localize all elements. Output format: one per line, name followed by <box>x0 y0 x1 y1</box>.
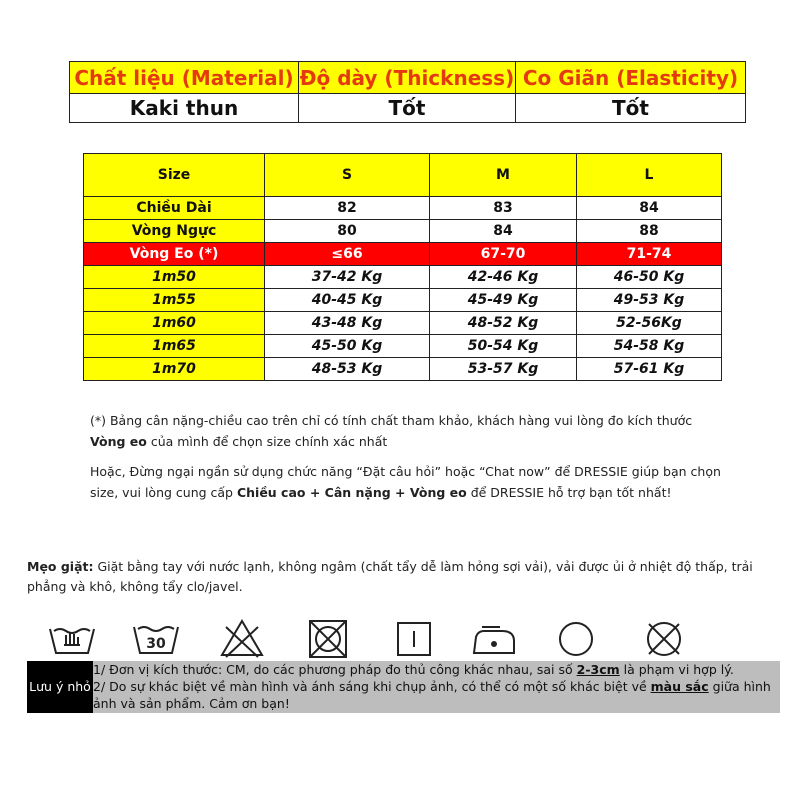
table-cell: 43-48 Kg <box>265 312 430 335</box>
table-cell: 88 <box>577 220 722 243</box>
footer-bold: 2-3cm <box>576 662 620 677</box>
table-row <box>84 358 722 381</box>
dry-clean-icon <box>552 617 600 661</box>
table-cell: 82 <box>265 197 430 220</box>
size-s-header-cell: S <box>265 154 430 197</box>
do-not-dry-clean-icon <box>640 617 688 661</box>
table-cell: 54-58 Kg <box>577 335 722 358</box>
footer-text <box>93 661 780 712</box>
tips-label: Mẹo giặt: <box>27 559 94 574</box>
thickness-value-cell: Tốt <box>299 94 516 123</box>
washing-tips <box>27 557 792 597</box>
table-cell: 67-70 <box>430 243 577 266</box>
row-label: 1m60 <box>84 312 265 335</box>
table-cell: 45-50 Kg <box>265 335 430 358</box>
table-row <box>84 289 722 312</box>
footer-text-part: 2/ Do sự khác biệt về màn hình và ánh sáng khi chụp ảnh, có thể có một số khác biệt về <box>93 679 651 694</box>
note-text: để DRESSIE hỗ trợ bạn tốt nhất! <box>466 485 672 500</box>
footer-line-2 <box>93 678 780 712</box>
footer-notice <box>27 661 780 713</box>
wash-30-icon <box>132 617 180 661</box>
table-cell: 48-53 Kg <box>265 358 430 381</box>
row-label: 1m70 <box>84 358 265 381</box>
table-cell: ≤66 <box>265 243 430 266</box>
table-cell: 53-57 Kg <box>430 358 577 381</box>
table-cell: 40-45 Kg <box>265 289 430 312</box>
table-cell: 50-54 Kg <box>430 335 577 358</box>
line-dry-icon <box>390 617 438 661</box>
note-text: của mình để chọn size chính xác nhất <box>146 434 388 449</box>
footer-text-part: là phạm vi hợp lý. <box>619 662 734 677</box>
material-table <box>69 61 746 123</box>
material-header-row <box>70 62 746 94</box>
table-cell: 80 <box>265 220 430 243</box>
table-row <box>84 197 722 220</box>
size-m-header-cell: M <box>430 154 577 197</box>
contact-note <box>90 461 730 503</box>
table-cell: 37-42 Kg <box>265 266 430 289</box>
table-cell: 52-56Kg <box>577 312 722 335</box>
care-icons-row <box>40 617 710 661</box>
iron-low-heat-icon <box>470 617 518 661</box>
material-header-cell: Chất liệu (Material) <box>70 62 299 94</box>
row-label: Chiều Dài <box>84 197 265 220</box>
do-not-tumble-dry-icon <box>304 617 352 661</box>
tips-text: Giặt bằng tay với nước lạnh, không ngâm (chất tẩy dễ làm hỏng sợi vải), vải được ủi ở nhiệt độ thấp, trải phẳng và khô, không tẩy clo/javel. <box>27 559 753 594</box>
note-text: (*) Bảng cân nặng-chiều cao trên chỉ có tính chất tham khảo, khách hàng vui lòng đo kích thước <box>90 413 693 428</box>
thickness-header-cell: Độ dày (Thickness) <box>299 62 516 94</box>
table-row <box>84 266 722 289</box>
table-cell: 42-46 Kg <box>430 266 577 289</box>
elasticity-value-cell: Tốt <box>516 94 746 123</box>
size-l-header-cell: L <box>577 154 722 197</box>
elasticity-header-cell: Co Giãn (Elasticity) <box>516 62 746 94</box>
size-header-cell: Size <box>84 154 265 197</box>
table-cell: 46-50 Kg <box>577 266 722 289</box>
wash-temp-label: 30 <box>146 636 166 652</box>
row-label: Vòng Ngực <box>84 220 265 243</box>
table-row <box>84 335 722 358</box>
material-value-row <box>70 94 746 123</box>
do-not-bleach-icon <box>218 617 266 661</box>
footer-text-part: giữa hình ảnh và sản phẩm. Cảm ơn bạn! <box>93 679 771 711</box>
table-cell: 45-49 Kg <box>430 289 577 312</box>
note-bold: Chiều cao + Cân nặng + Vòng eo <box>236 485 467 500</box>
footer-line-1 <box>93 661 780 678</box>
footer-bold: màu sắc <box>650 679 709 694</box>
row-label: 1m50 <box>84 266 265 289</box>
row-label: Vòng Eo (*) <box>84 243 265 266</box>
table-cell: 83 <box>430 197 577 220</box>
hand-wash-icon <box>48 617 96 661</box>
table-cell: 84 <box>430 220 577 243</box>
footer-label: Lưu ý nhỏ <box>27 661 93 713</box>
table-row <box>84 220 722 243</box>
waist-row <box>84 243 722 266</box>
size-note <box>90 410 730 452</box>
size-header-row <box>84 154 722 197</box>
row-label: 1m55 <box>84 289 265 312</box>
size-table <box>83 153 722 381</box>
table-cell: 71-74 <box>577 243 722 266</box>
table-cell: 49-53 Kg <box>577 289 722 312</box>
note-text: Hoặc, Đừng ngại ngần sử dụng chức năng “Đặt câu hỏi” hoặc “Chat now” để DRESSIE giúp bạn chọn size, vui lòng cung cấp <box>90 464 721 500</box>
table-cell: 48-52 Kg <box>430 312 577 335</box>
row-label: 1m65 <box>84 335 265 358</box>
footer-text-part: 1/ Đơn vị kích thước: CM, do các phương pháp đo thủ công khác nhau, sai số <box>93 662 577 677</box>
table-cell: 57-61 Kg <box>577 358 722 381</box>
table-row <box>84 312 722 335</box>
table-cell: 84 <box>577 197 722 220</box>
note-bold: Vòng eo <box>90 434 147 449</box>
material-value-cell: Kaki thun <box>70 94 299 123</box>
